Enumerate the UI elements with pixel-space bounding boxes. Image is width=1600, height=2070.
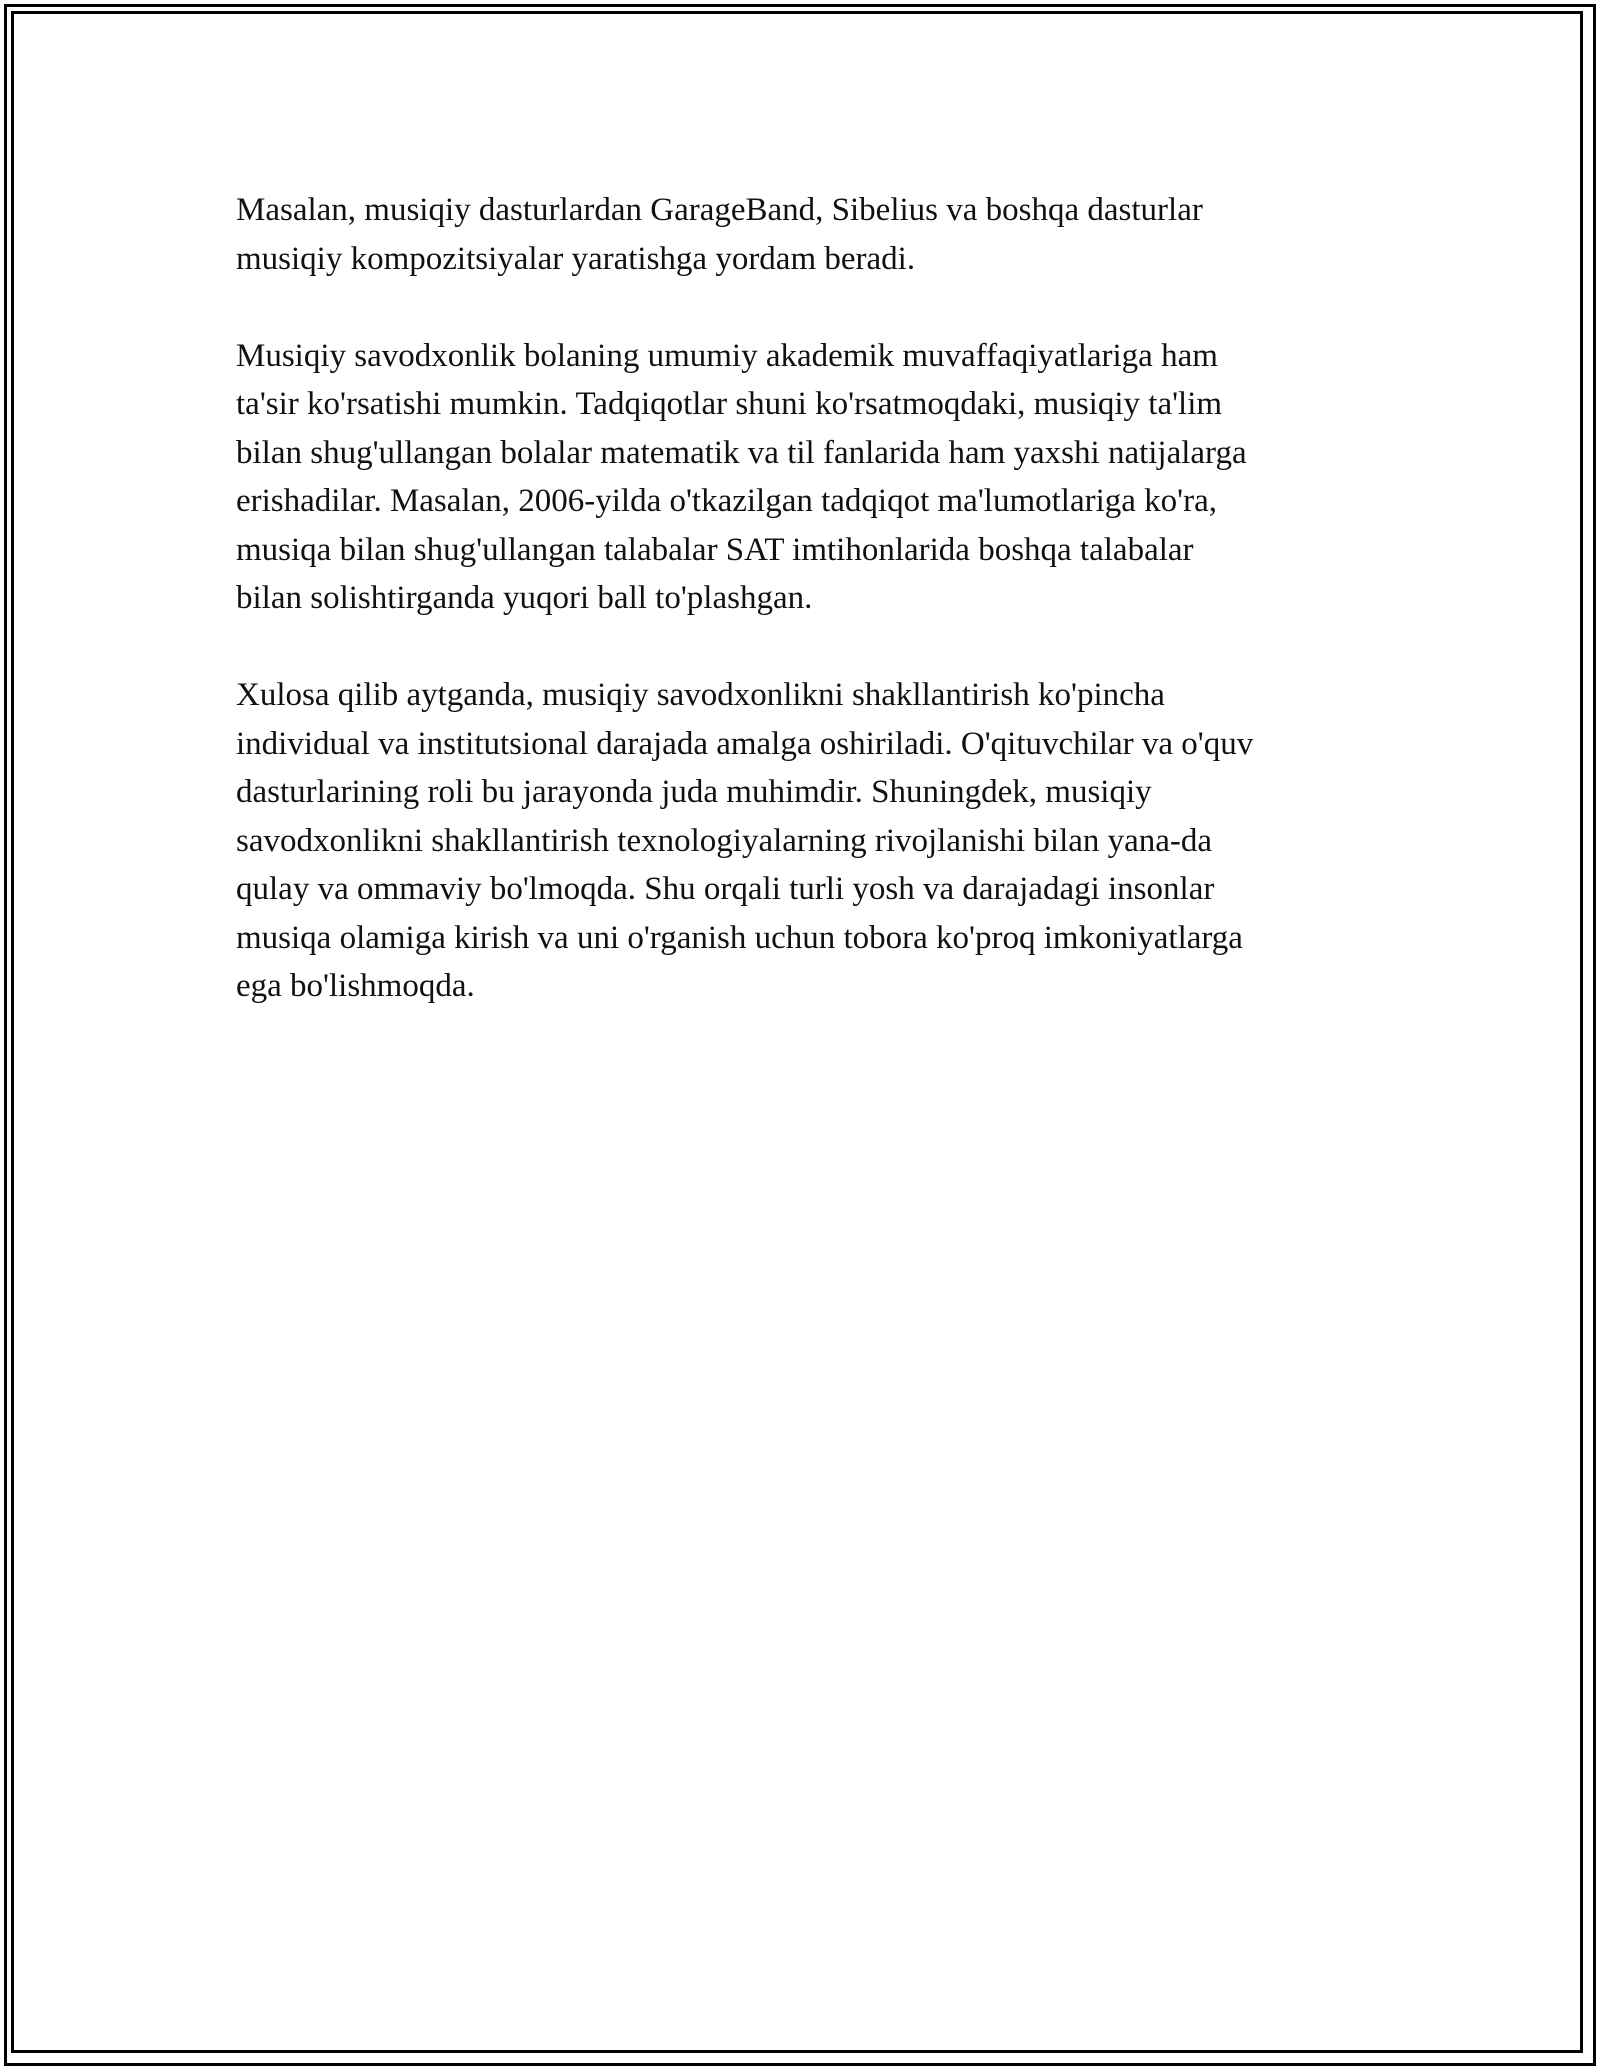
paragraph-1: [236, 186, 1396, 283]
document-body: [236, 186, 1396, 1059]
paragraph-3: [236, 671, 1396, 1011]
text-line: bilan shug'ullangan bolalar matematik va til fanlarida ham yaxshi natijalarga: [236, 434, 1247, 471]
text-line: ta'sir ko'rsatishi mumkin. Tadqiqotlar shuni ko'rsatmoqdaki, musiqiy ta'lim: [236, 386, 1223, 422]
text-line: musiqa olamiga kirish va uni o'rganish uchun tobora ko'proq imkoniyatlarga: [236, 919, 1243, 956]
text-line: Xulosa qilib aytganda, musiqiy savodxonlikni shakllantirish ko'pincha: [236, 677, 1165, 713]
paragraph-2: [236, 332, 1396, 623]
text-line: dasturlarining roli bu jarayonda juda muhimdir. Shuningdek, musiqiy: [236, 774, 1152, 810]
text-line: ega bo'lishmoqda.: [236, 968, 475, 1004]
text-line: musiqiy kompozitsiyalar yaratishga yordam beradi.: [236, 240, 916, 277]
text-line: individual va institutsional darajada amalga oshiriladi. O'qituvchilar va o'quv: [236, 725, 1254, 762]
text-line: qulay va ommaviy bo'lmoqda. Shu orqali turli yosh va darajadagi insonlar: [236, 871, 1215, 907]
text-line: Musiqiy savodxonlik bolaning umumiy akademik muvaffaqiyatlariga ham: [236, 337, 1218, 374]
text-line: Masalan, musiqiy dasturlardan GarageBand, Sibelius va boshqa dasturlar: [236, 192, 1203, 228]
text-line: bilan solishtirganda yuqori ball to'plashgan.: [236, 580, 813, 616]
text-line: erishadilar. Masalan, 2006-yilda o'tkazilgan tadqiqot ma'lumotlariga ko'ra,: [236, 483, 1217, 519]
text-line: musiqa bilan shug'ullangan talabalar SAT imtihonlarida boshqa talabalar: [236, 531, 1194, 568]
text-line: savodxonlikni shakllantirish texnologiyalarning rivojlanishi bilan yana-da: [236, 822, 1213, 859]
